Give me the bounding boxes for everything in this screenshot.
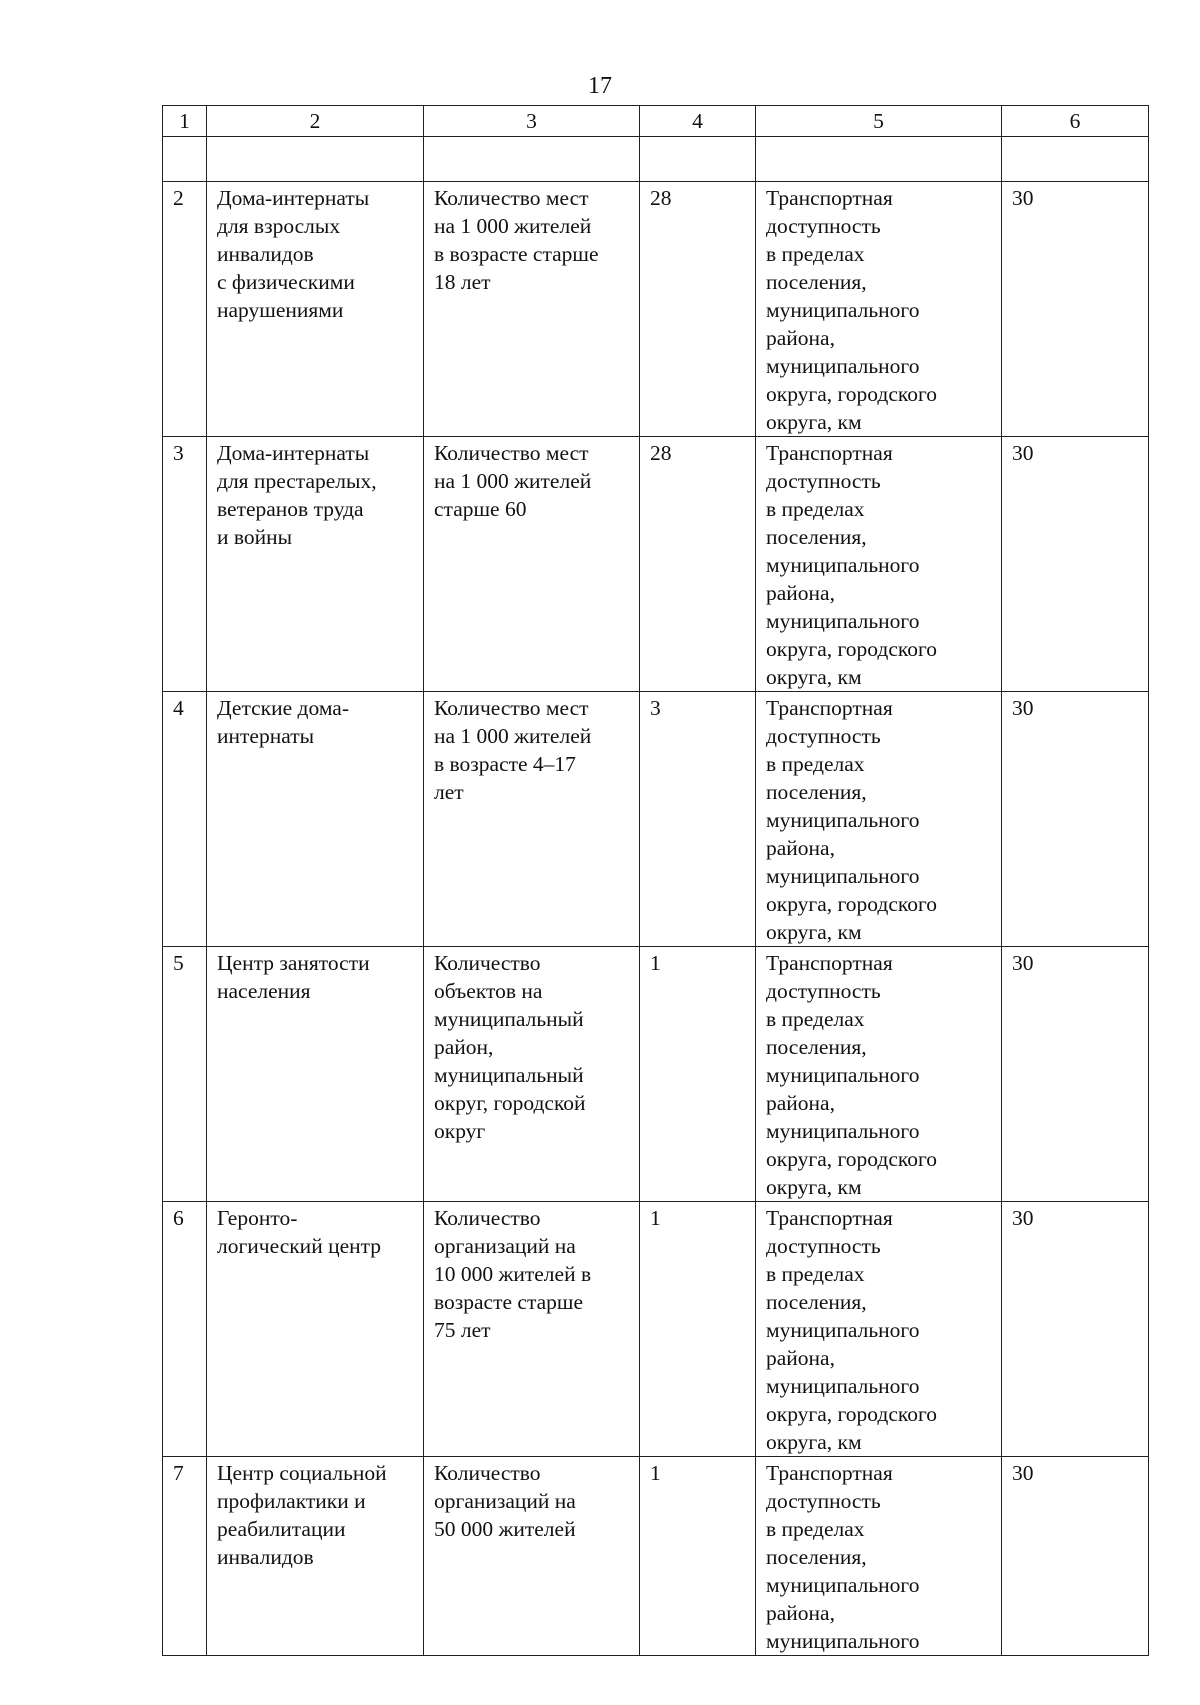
facility-type: Дома-интернаты для взрослых инвалидов с физическими нарушениями	[207, 182, 424, 437]
column-number-2: 2	[207, 106, 424, 137]
standards-table	[162, 105, 1149, 1656]
empty-cell	[424, 137, 640, 182]
accessibility-indicator: Транспортная доступность в пределах поселения, муниципального района, муниципального округа, городского округа, км	[756, 182, 1002, 437]
accessibility-indicator: Транспортная доступность в пределах поселения, муниципального района, муниципального	[756, 1457, 1002, 1656]
facility-type: Центр социальной профилактики и реабилитации инвалидов	[207, 1457, 424, 1656]
row-number: 2	[163, 182, 207, 437]
facility-type: Центр занятости населения	[207, 947, 424, 1202]
accessibility-indicator: Транспортная доступность в пределах поселения, муниципального района, муниципального округа, городского округа, км	[756, 437, 1002, 692]
column-number-6: 6	[1002, 106, 1149, 137]
row-number: 7	[163, 1457, 207, 1656]
indicator-value: 1	[640, 947, 756, 1202]
indicator-value: 28	[640, 182, 756, 437]
table-row	[163, 692, 1149, 947]
indicator-unit: Количество мест на 1 000 жителей старше 60	[424, 437, 640, 692]
accessibility-value: 30	[1002, 182, 1149, 437]
column-number-1: 1	[163, 106, 207, 137]
table-row	[163, 182, 1149, 437]
row-number: 5	[163, 947, 207, 1202]
accessibility-value: 30	[1002, 1202, 1149, 1457]
accessibility-indicator: Транспортная доступность в пределах поселения, муниципального района, муниципального округа, городского округа, км	[756, 692, 1002, 947]
row-number: 4	[163, 692, 207, 947]
table-row	[163, 1202, 1149, 1457]
empty-cell	[163, 137, 207, 182]
facility-type: Детские дома- интернаты	[207, 692, 424, 947]
accessibility-indicator: Транспортная доступность в пределах поселения, муниципального района, муниципального округа, городского округа, км	[756, 1202, 1002, 1457]
table-row	[163, 1457, 1149, 1656]
empty-cell	[640, 137, 756, 182]
accessibility-value: 30	[1002, 947, 1149, 1202]
column-number-5: 5	[756, 106, 1002, 137]
empty-row	[163, 137, 1149, 182]
table-row	[163, 437, 1149, 692]
indicator-unit: Количество организаций на 10 000 жителей в возрасте старше 75 лет	[424, 1202, 640, 1457]
accessibility-value: 30	[1002, 1457, 1149, 1656]
page-number: 17	[588, 73, 612, 99]
row-number: 6	[163, 1202, 207, 1457]
indicator-unit: Количество мест на 1 000 жителей в возрасте старше 18 лет	[424, 182, 640, 437]
column-number-row	[163, 106, 1149, 137]
column-number-4: 4	[640, 106, 756, 137]
indicator-value: 3	[640, 692, 756, 947]
empty-cell	[756, 137, 1002, 182]
table-row	[163, 947, 1149, 1202]
indicator-unit: Количество мест на 1 000 жителей в возрасте 4–17 лет	[424, 692, 640, 947]
column-number-3: 3	[424, 106, 640, 137]
indicator-value: 1	[640, 1457, 756, 1656]
facility-type: Геронто- логический центр	[207, 1202, 424, 1457]
indicator-value: 1	[640, 1202, 756, 1457]
indicator-unit: Количество объектов на муниципальный район, муниципальный округ, городской округ	[424, 947, 640, 1202]
row-number: 3	[163, 437, 207, 692]
facility-type: Дома-интернаты для престарелых, ветеранов труда и войны	[207, 437, 424, 692]
indicator-value: 28	[640, 437, 756, 692]
accessibility-value: 30	[1002, 692, 1149, 947]
accessibility-indicator: Транспортная доступность в пределах поселения, муниципального района, муниципального округа, городского округа, км	[756, 947, 1002, 1202]
indicator-unit: Количество организаций на 50 000 жителей	[424, 1457, 640, 1656]
accessibility-value: 30	[1002, 437, 1149, 692]
empty-cell	[1002, 137, 1149, 182]
empty-cell	[207, 137, 424, 182]
